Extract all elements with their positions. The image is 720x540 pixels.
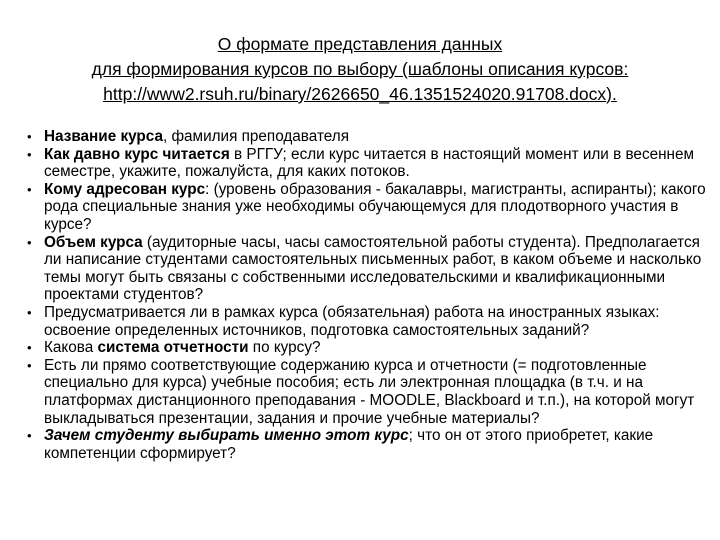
list-item (20, 357, 708, 427)
title-line-3 (20, 82, 700, 107)
list-item (20, 339, 708, 357)
bullet-icon: • (27, 129, 32, 144)
list-item (20, 128, 708, 146)
list-item (20, 427, 708, 462)
item-text: ; что он от этого приобретет, какие компетенции сформирует? (44, 427, 654, 462)
item-text: по курсу? (248, 339, 321, 357)
list-item (20, 234, 708, 304)
bullet-icon: • (27, 357, 32, 373)
bullet-icon: • (27, 234, 32, 250)
bullet-icon: • (27, 340, 32, 356)
item-text: : (уровень образования - бакалавры, магистранты, аспиранты); какого рода специальные знания уже необходимы обучающемуся для плодотворного участия в курсе? (44, 180, 706, 233)
title-line-1: О формате представления данных (217, 34, 503, 54)
item-bold: Как давно курс читается (44, 145, 230, 163)
item-text: , фамилия преподавателя (162, 128, 349, 145)
item-prefix: Какова (44, 339, 98, 357)
template-link[interactable]: http://www2.rsuh.ru/binary/2626650_46.1351524020.91708.docx (103, 84, 607, 104)
title-line-2: для формирования курсов по выбору (шаблоны описания курсов: (91, 59, 629, 79)
item-bold-italic: Зачем студенту выбирать именно этот курс (44, 427, 409, 445)
bullet-icon: • (27, 146, 32, 162)
list-item (20, 304, 708, 339)
bullet-icon: • (27, 181, 32, 197)
bullet-icon: • (27, 428, 32, 444)
bullet-icon: • (27, 304, 32, 320)
item-text: Есть ли прямо соответствующие содержанию курса и отчетности (= подготовленные специально для курса) учебные пособия; есть ли электронная площадка (в т.ч. и на платформах дистанционного преподавания - MOODLE, Blackboard и т.п.), на которой могут выкладываться презентации, задания и прочие учебные материалы? (44, 356, 695, 427)
list-item (20, 146, 708, 181)
item-text: в РГГУ; если курс читается в настоящий момент или в весеннем семестре, укажите, пожалуйста, для каких потоков. (44, 145, 695, 181)
item-bold: Кому адресован курс (44, 180, 206, 198)
item-bold: система отчетности (97, 339, 249, 357)
list-item (20, 181, 708, 234)
course-description-list (20, 128, 708, 462)
item-text: Предусматривается ли в рамках курса (обязательная) работа на иностранных языках: освоение определенных источников, подготовка самостоятельных заданий? (44, 303, 660, 339)
item-text: (аудиторные часы, часы самостоятельной работы студента). Предполагается ли написание студентами самостоятельных письменных работ, в каком объеме и насколько темы могут быть связаны с собственными исследовательскими и квалификационными проектами студентов? (44, 233, 702, 304)
title-link-suffix: ). (606, 84, 617, 104)
item-bold: Название курса (44, 128, 163, 145)
slide-title (20, 32, 700, 107)
item-bold: Объем курса (44, 233, 143, 251)
